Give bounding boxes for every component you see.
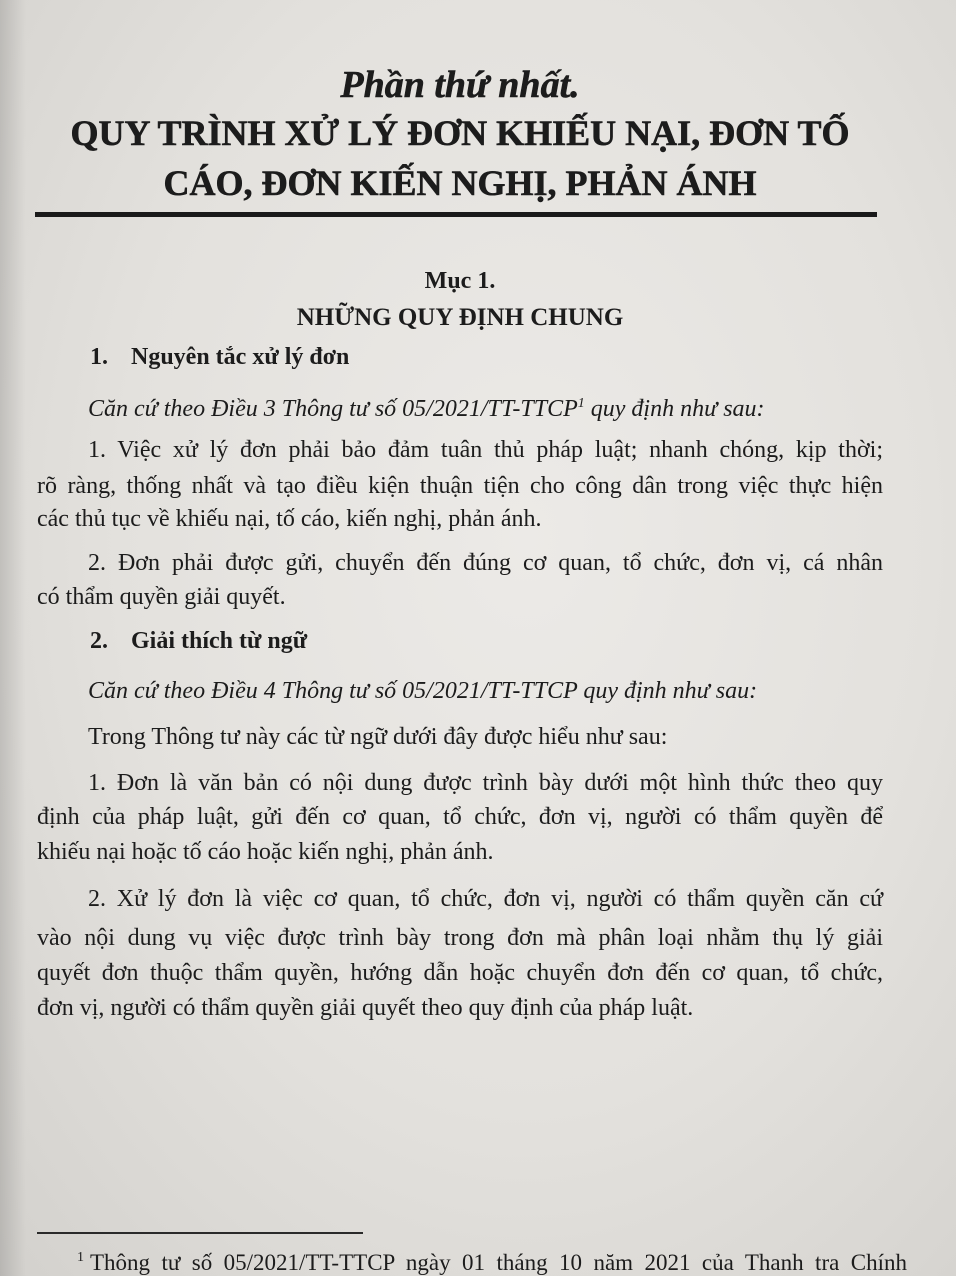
footnote-reference: 1	[577, 396, 585, 411]
article-2-title: Giải thích từ ngữ	[131, 628, 308, 654]
part-title: Phần thứ nhất.	[340, 64, 580, 106]
section-label: Mục 1.	[424, 268, 496, 294]
article-1-heading	[90, 340, 349, 374]
paragraph-line: định của pháp luật, gửi đến cơ quan, tổ chức, đơn vị, người có thẩm quyền để	[37, 804, 883, 830]
article-2-number: 2.	[90, 628, 108, 654]
paragraph-line: khiếu nại hoặc tố cáo hoặc kiến nghị, phản ánh.	[37, 839, 494, 865]
footnote-text: Thông tư số 05/2021/TT-TTCP ngày 01 tháng 10 năm 2021 của Thanh tra Chính	[90, 1250, 907, 1275]
paragraph-line: 1. Việc xử lý đơn phải bảo đảm tuân thủ pháp luật; nhanh chóng, kịp thời;	[88, 437, 883, 463]
paragraph-line: vào nội dung vụ việc được trình bày trong đơn mà phân loại nhằm thụ lý giải	[37, 925, 883, 951]
footnote	[77, 1250, 907, 1276]
article-1-legal-basis	[37, 392, 883, 426]
paragraph-line: quyết đơn thuộc thẩm quyền, hướng dẫn hoặc chuyển đơn đến cơ quan, tổ chức,	[37, 960, 883, 986]
legal-basis-text: Căn cứ theo Điều 3 Thông tư số 05/2021/TT-TTCP	[88, 396, 578, 422]
paragraph-line: 1. Đơn là văn bản có nội dung được trình bày dưới một hình thức theo quy	[88, 770, 883, 796]
page-edge-shadow	[0, 0, 26, 1276]
article-2-heading	[90, 624, 307, 658]
article-2-legal-basis: Căn cứ theo Điều 4 Thông tư số 05/2021/TT-TTCP quy định như sau:	[88, 678, 758, 704]
paragraph-line: rõ ràng, thống nhất và tạo điều kiện thuận tiện cho công dân trong việc thực hiện	[37, 473, 883, 499]
article-2-intro: Trong Thông tư này các từ ngữ dưới đây được hiểu như sau:	[88, 724, 668, 750]
article-1-number: 1.	[90, 344, 108, 370]
paragraph-line: có thẩm quyền giải quyết.	[37, 584, 286, 610]
paragraph-line: 2. Xử lý đơn là việc cơ quan, tổ chức, đơn vị, người có thẩm quyền căn cứ	[88, 886, 883, 912]
footnote-divider	[37, 1232, 363, 1234]
chapter-title-line-1: QUY TRÌNH XỬ LÝ ĐƠN KHIẾU NẠI, ĐƠN TỐ	[70, 113, 850, 153]
paragraph-line: các thủ tục về khiếu nại, tố cáo, kiến nghị, phản ánh.	[37, 506, 542, 532]
paragraph-line: đơn vị, người có thẩm quyền giải quyết theo quy định của pháp luật.	[37, 995, 694, 1021]
chapter-title-line-2: CÁO, ĐƠN KIẾN NGHỊ, PHẢN ÁNH	[163, 163, 757, 203]
section-heading: NHỮNG QUY ĐỊNH CHUNG	[296, 304, 624, 331]
article-1-title: Nguyên tắc xử lý đơn	[131, 344, 350, 370]
paragraph-line: 2. Đơn phải được gửi, chuyển đến đúng cơ quan, tổ chức, đơn vị, cá nhân	[88, 550, 883, 576]
footnote-mark: 1	[77, 1250, 84, 1265]
legal-basis-text-end: quy định như sau:	[584, 396, 765, 422]
title-divider	[35, 212, 877, 217]
